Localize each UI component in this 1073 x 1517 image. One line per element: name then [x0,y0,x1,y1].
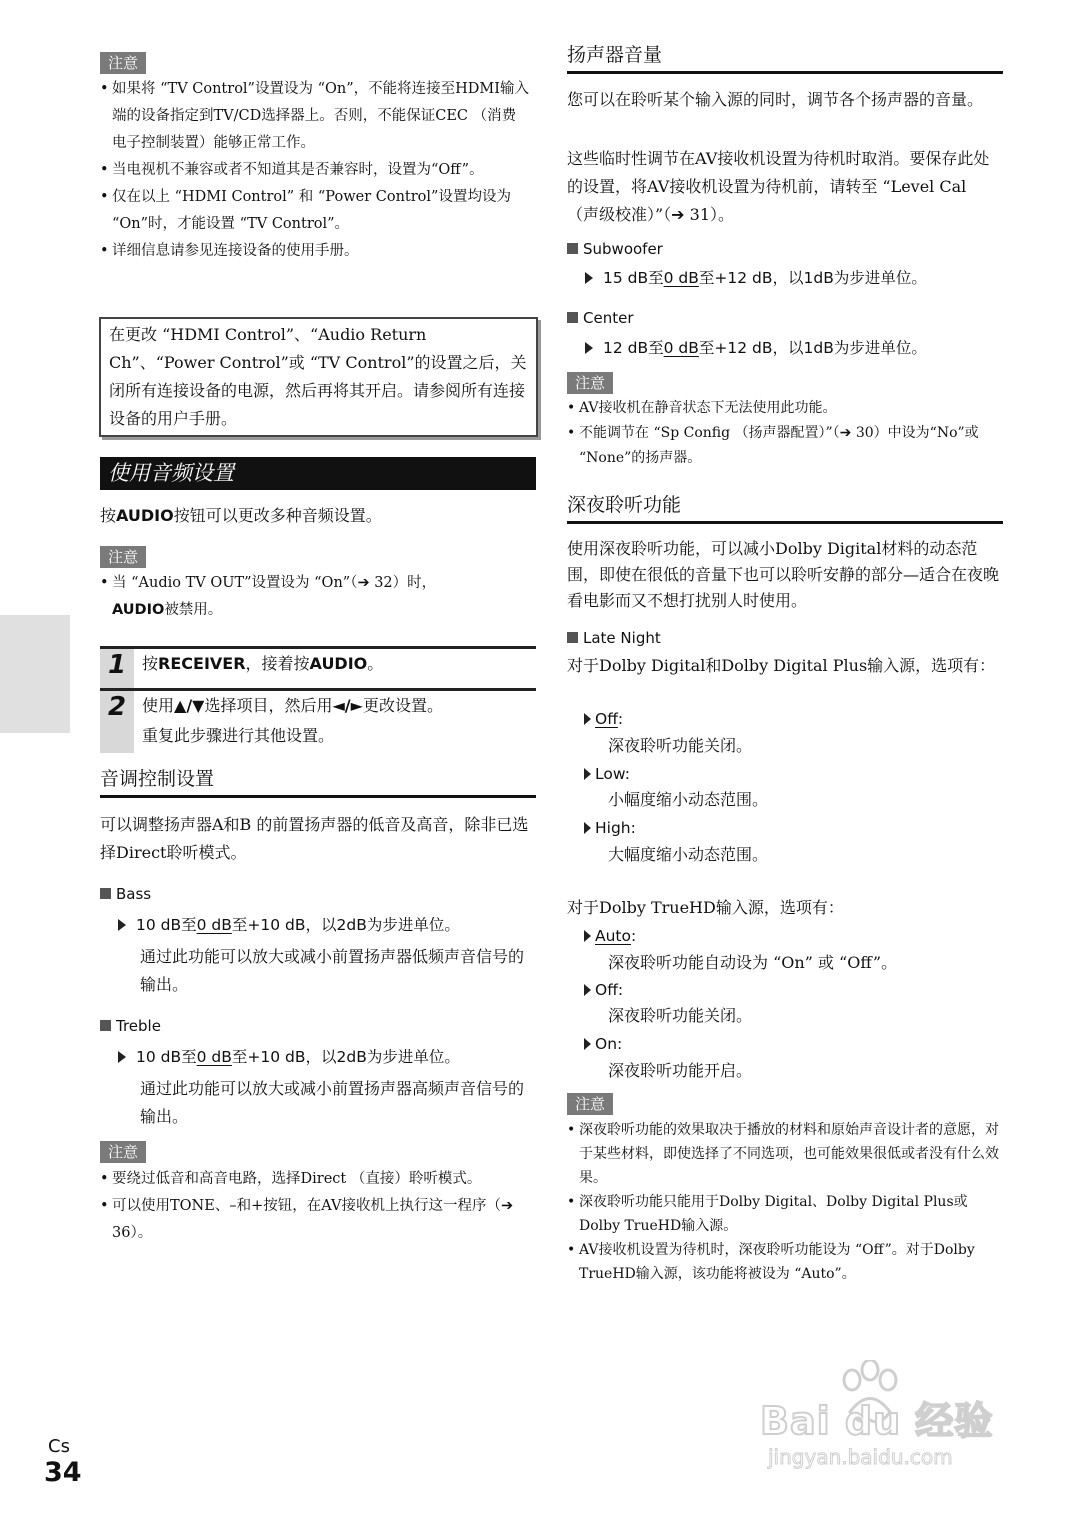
subwoofer-label: Subwoofer [567,238,663,260]
audio-intro [100,502,536,530]
triangle-icon [584,822,591,834]
option-item: Off: [584,978,623,1002]
note-item: • AV接收机设置为待机时，深夜聆听功能设为 “Off”。对于Dolby TrueHD输入源，该功能将被设为 “Auto”。 [567,1238,1007,1286]
text: 被禁用。 [164,602,223,618]
info-box-text: 在更改 “HDMI Control”、“Audio Return Ch”、“Power Control”或 “TV Control”的设置之后，关闭所有连接设备的电源，然后再将其开启。请参阅所有连接设备的用户手册。 [109,325,527,428]
note-list [567,396,1007,471]
option-item: High: [584,816,636,840]
heading-tone-control: 音调控制设置 [100,766,536,798]
bass-label: Bass [100,883,151,905]
option-desc: 深夜聆听功能开启。 [608,1061,753,1080]
bass-range: 10 dB至0 dB至+10 dB，以2dB为步进单位。 [118,912,460,938]
speaker-para1: 您可以在聆听某个输入源的同时，调节各个扬声器的音量。 [567,90,984,109]
step-text: 使用▲/▼选择项目，然后用◄/►更改设置。 [142,696,443,715]
note-item: • 深夜聆听功能的效果取决于播放的材料和原始声音设计者的意愿，对于某些材料，即使选择了不同选项，也可能效果很低或者没有什么效果。 [567,1118,1007,1190]
note-label: 注意 [100,52,146,74]
dd-intro: 对于Dolby Digital和Dolby Digital Plus输入源，选项有： [567,656,996,675]
triangle-icon [585,342,593,354]
note-item: • 可以使用TONE、–和+按钮，在AV接收机上执行这一程序（➔ 36）。 [100,1193,540,1247]
note-item: • AV接收机在静音状态下无法使用此功能。 [567,396,1007,421]
audio-key: AUDIO [112,602,165,618]
option-desc: 深夜聆听功能关闭。 [608,736,753,755]
page-number: 34 [44,1457,82,1488]
text: 按 [100,506,117,525]
watermark-logo: Bai du 经验 [760,1399,994,1443]
center-label: Center [567,307,634,329]
side-tab [0,615,70,733]
late-night-para: 使用深夜聆听功能，可以减小Dolby Digital材料的动态范围，即使在很低的音量下也可以聆听安静的部分—适合在夜晚看电影而又不想打扰别人时使用。 [567,539,1000,610]
step-number: 1 [100,649,134,689]
heading-late-night: 深夜聆听功能 [567,492,1003,524]
option-item: Low: [584,762,630,786]
triangle-icon [584,768,591,780]
step-1 [100,646,536,689]
note-item: • 详细信息请参见连接设备的使用手册。 [100,238,530,265]
triangle-icon [584,713,591,725]
watermark-url: jingyan.baidu.com [768,1445,953,1469]
tone-para: 可以调整扬声器A和B 的前置扬声器的低音及高音，除非已选择Direct聆听模式。 [100,815,529,862]
note-label: 注意 [100,546,146,568]
triangle-icon [584,930,591,942]
note-label: 注意 [567,1093,613,1115]
triangle-icon [118,1051,126,1063]
option-item: Off: [584,707,623,731]
step-subtext: 重复此步骤进行其他设置。 [142,726,335,745]
text: 当 “Audio TV OUT”设置设为 “On”（➔ 32）时， [112,575,437,591]
treble-range: 10 dB至0 dB至+10 dB，以2dB为步进单位。 [118,1044,460,1070]
note-list [567,1118,1007,1286]
heading-speaker-level: 扬声器音量 [567,42,1003,74]
option-item: Auto: [584,924,636,948]
triangle-icon [584,984,591,996]
note-item: • 要绕过低音和高音电路，选择Direct （直接）聆听模式。 [100,1166,540,1193]
treble-desc: 通过此功能可以放大或减小前置扬声器高频声音信号的输出。 [140,1079,525,1126]
note-item: • 不能调节在 “Sp Config （扬声器配置）”（➔ 30）中设为“No”或 “None”的扬声器。 [567,421,1007,471]
step-2 [100,688,536,753]
note-item: • 如果将 “TV Control”设置设为 “On”，不能将连接至HDMI输入端的设备指定到TV/CD选择器上。否则，不能保证CEC （消费电子控制装置）能够正常工作。 [100,76,530,157]
treble-label: Treble [100,1015,161,1037]
info-box [99,317,538,437]
audio-key: AUDIO [116,506,174,525]
section-title: 使用音频设置 [108,461,234,485]
text: 按钮可以更改多种音频设置。 [173,506,382,525]
triangle-icon [585,272,593,284]
triangle-icon [584,1038,591,1050]
note-label: 注意 [100,1141,146,1163]
note-item: • 仅在以上 “HDMI Control” 和 “Power Control”设置均设为 “On”时，才能设置 “TV Control”。 [100,184,530,238]
option-item: On: [584,1032,622,1056]
bass-desc: 通过此功能可以放大或减小前置扬声器低频声音信号的输出。 [140,947,525,994]
note-list [100,1166,540,1247]
option-desc: 深夜聆听功能自动设为 “On” 或 “Off”。 [608,953,898,972]
option-desc: 小幅度缩小动态范围。 [608,790,769,809]
option-desc: 大幅度缩小动态范围。 [608,845,769,864]
option-desc: 深夜聆听功能关闭。 [608,1006,753,1025]
note-item: • 深夜聆听功能只能用于Dolby Digital、Dolby Digital Plus或Dolby TrueHD输入源。 [567,1190,1007,1238]
note-list [100,76,530,265]
language-code: Cs [48,1436,70,1457]
baidu-watermark [760,1360,1020,1480]
note-audio-tv-out: • 当 “Audio TV OUT”设置设为 “On”（➔ 32）时， AUDIO被禁用。 [100,575,437,618]
subwoofer-range: 15 dB至0 dB至+12 dB，以1dB为步进单位。 [585,265,927,291]
late-night-label: Late Night [567,627,661,649]
step-text: 按RECEIVER，接着按AUDIO。 [142,654,384,673]
speaker-para2: 这些临时性调节在AV接收机设置为待机时取消。要保存此处的设置，将AV接收机设置为待机前，请转至 “Level Cal （声级校准）”（➔ 31）。 [567,149,990,224]
center-range: 12 dB至0 dB至+12 dB，以1dB为步进单位。 [585,335,927,361]
thd-intro: 对于Dolby TrueHD输入源，选项有： [567,898,844,917]
step-number: 2 [100,691,134,753]
note-item: • 当电视机不兼容或者不知道其是否兼容时，设置为“Off”。 [100,157,530,184]
note-label: 注意 [567,372,613,394]
triangle-icon [118,919,126,931]
section-banner [100,457,536,490]
